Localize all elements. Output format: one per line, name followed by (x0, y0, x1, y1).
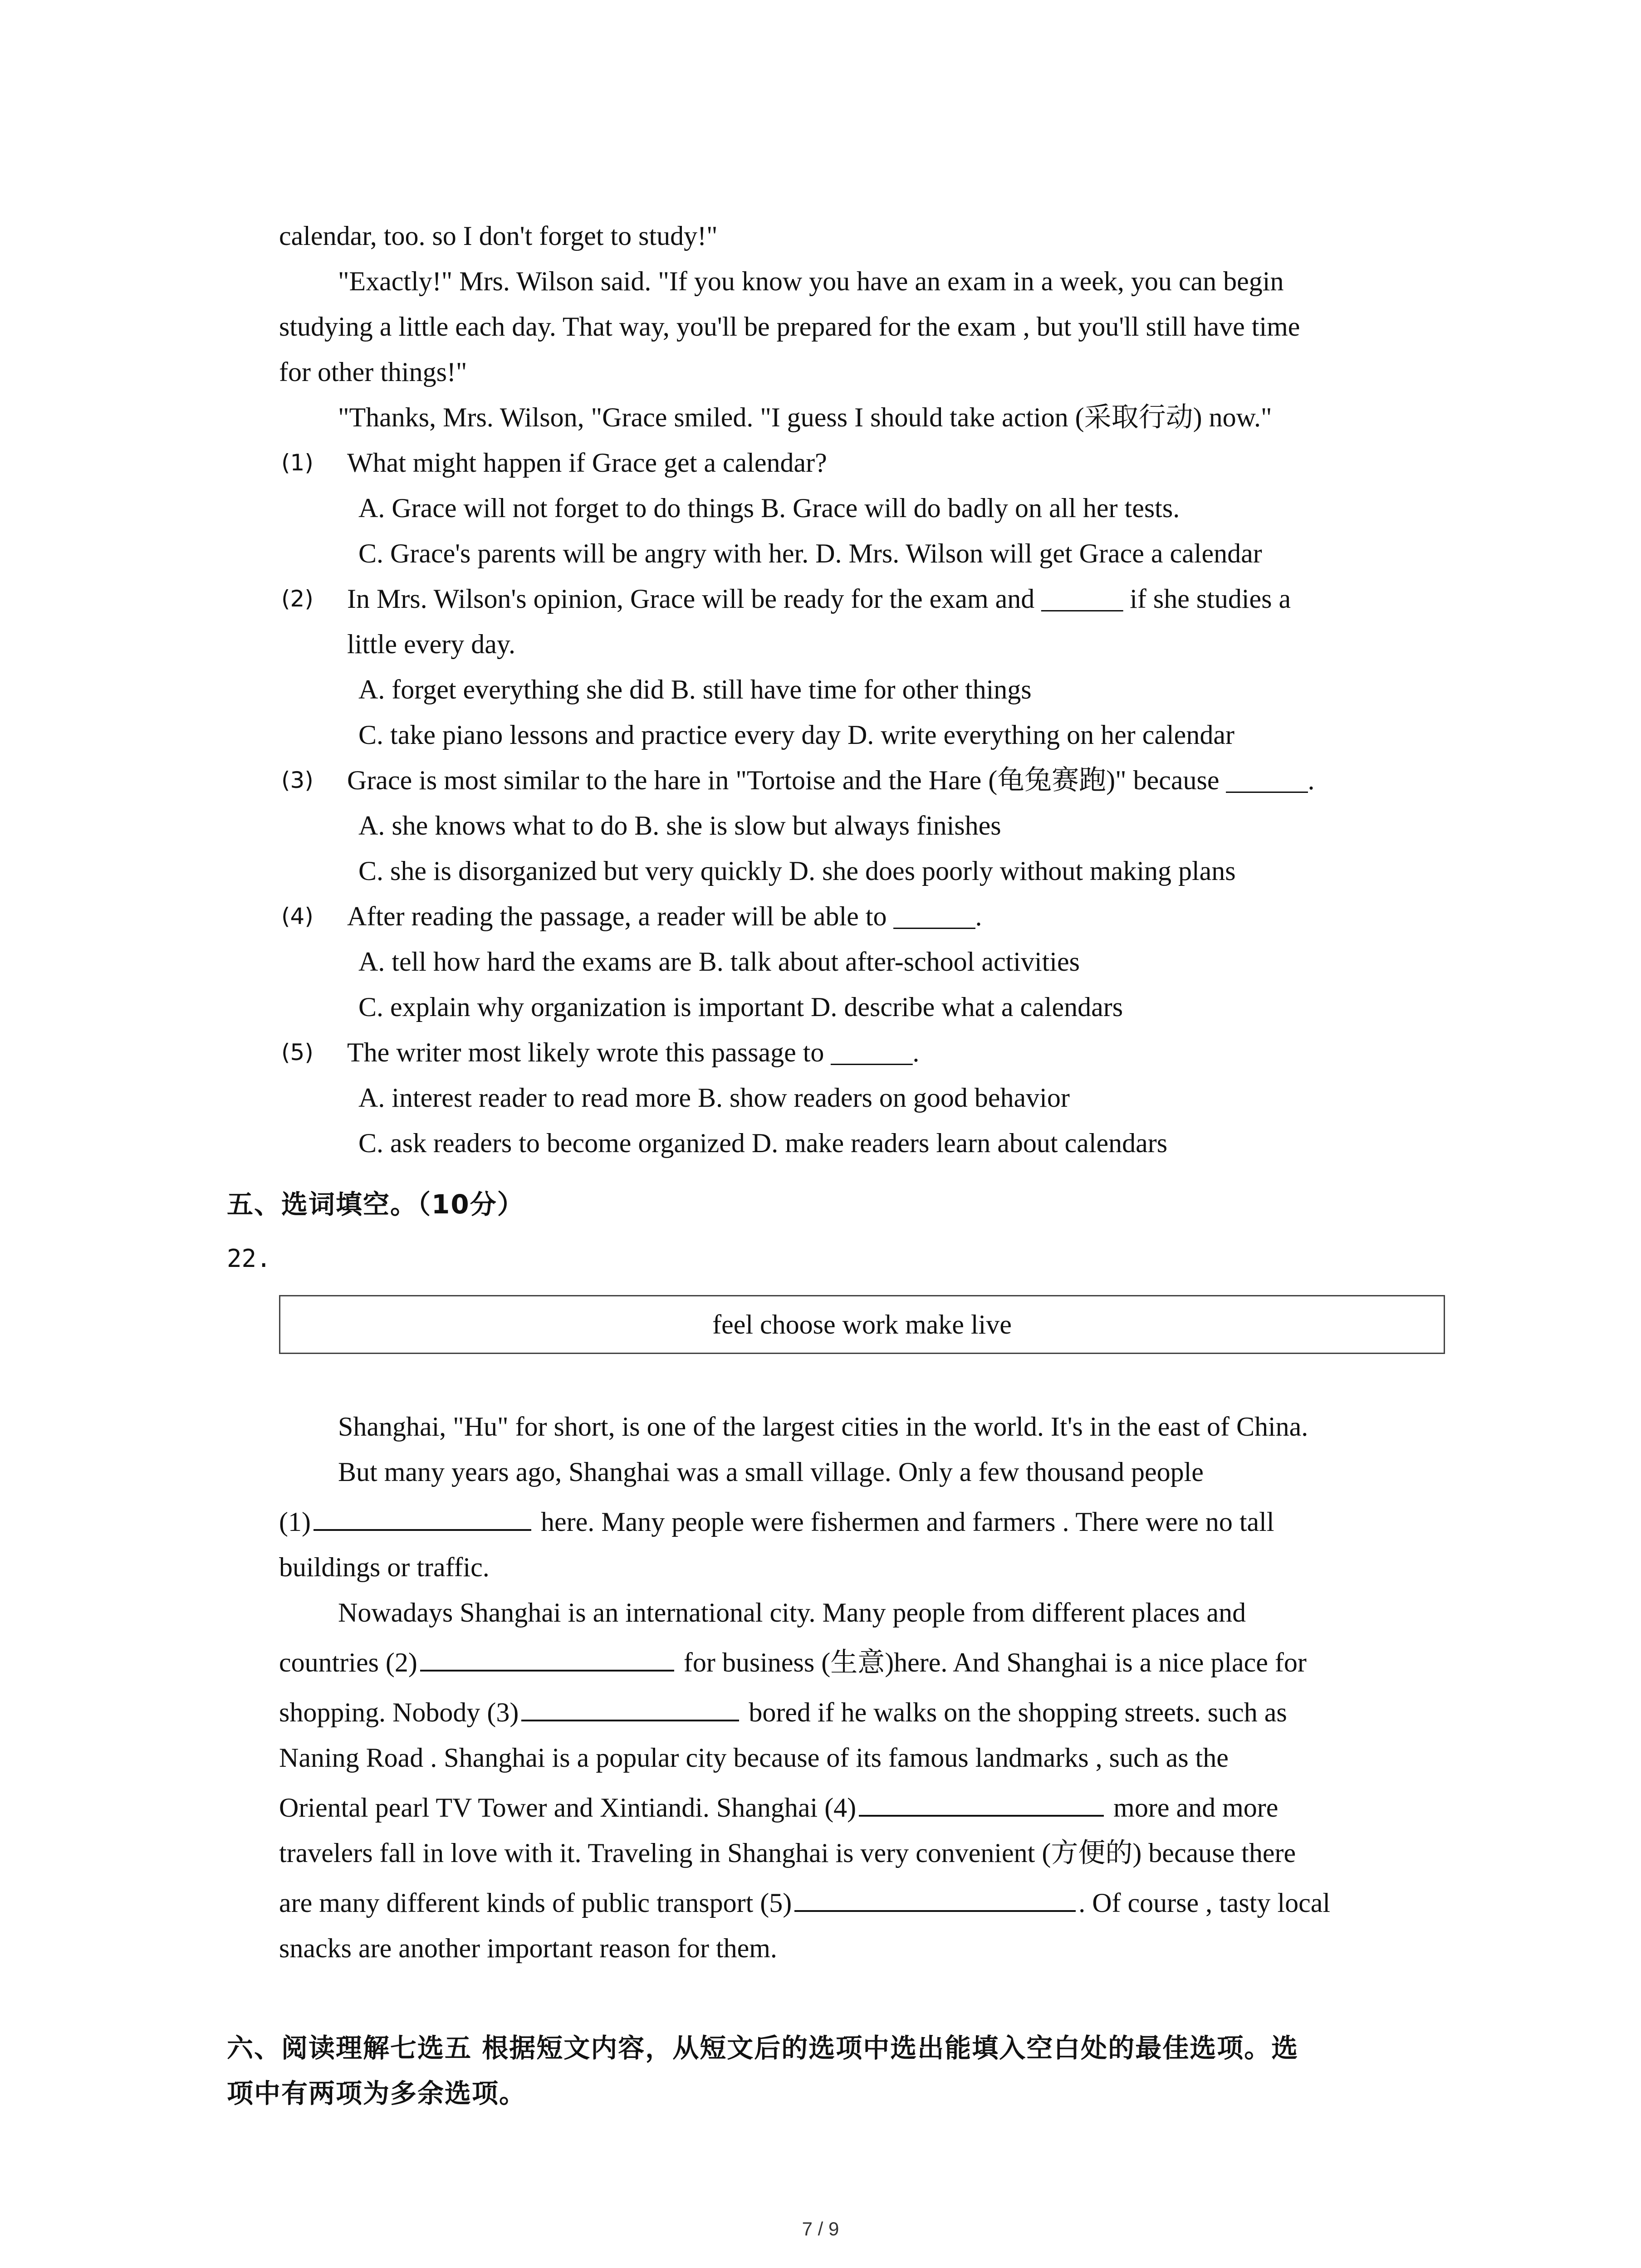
answer-blank-1[interactable] (314, 1504, 531, 1531)
cloze-text: bored if he walks on the shopping streets. such as (749, 1697, 1287, 1727)
cloze-line: Naning Road . Shanghai is a popular city because of its famous landmarks , such as the (279, 1743, 1229, 1773)
cloze-line (279, 1504, 1274, 1540)
cloze-text: Oriental pearl TV Tower and Xintiandi. Shanghai (4) (279, 1793, 857, 1823)
cloze-text: here. Many people were fishermen and farmers . There were no tall (540, 1507, 1274, 1537)
word-bank: feel choose work make live (712, 1309, 1012, 1339)
question-stem: In Mrs. Wilson's opinion, Grace will be ready for the exam and ______ if she studies a (347, 584, 1291, 614)
question-number: (3) (281, 767, 314, 793)
passage-line: "Exactly!" Mrs. Wilson said. "If you know you have an exam in a week, you can begin (338, 266, 1284, 296)
passage-line: calendar, too. so I don't forget to study!" (279, 221, 718, 251)
question-options: C. ask readers to become organized D. make readers learn about calendars (358, 1128, 1168, 1158)
passage-line: "Thanks, Mrs. Wilson, "Grace smiled. "I guess I should take action (采取行动) now." (338, 402, 1272, 432)
question-number: (4) (281, 903, 314, 929)
section-heading-continued: 项中有两项为多余选项。 (227, 2078, 527, 2109)
question-options: C. Grace's parents will be angry with her. D. Mrs. Wilson will get Grace a calendar (358, 538, 1262, 568)
cloze-line: travelers fall in love with it. Traveling in Shanghai is very convenient (方便的) because there (279, 1838, 1296, 1868)
question-number: 22. (227, 1244, 271, 1273)
question-options: A. interest reader to read more B. show readers on good behavior (358, 1083, 1070, 1113)
section-heading: 五、选词填空。（10分） (227, 1189, 524, 1220)
question-options: A. forget everything she did B. still have time for other things (358, 675, 1032, 704)
cloze-line: Shanghai, "Hu" for short, is one of the largest cities in the world. It's in the east of China. (338, 1412, 1308, 1442)
blank-label: (1) (279, 1507, 311, 1537)
question-number: (2) (281, 586, 314, 612)
cloze-text: . Of course , tasty local (1078, 1888, 1331, 1918)
question-stem: What might happen if Grace get a calendar? (347, 448, 827, 478)
cloze-line: snacks are another important reason for them. (279, 1933, 777, 1963)
word-bank-box (279, 1295, 1445, 1354)
answer-blank-5[interactable] (794, 1885, 1076, 1912)
passage-line: for other things!" (279, 357, 467, 387)
question-options: C. take piano lessons and practice every day D. write everything on her calendar (358, 720, 1234, 750)
cloze-line: But many years ago, Shanghai was a small village. Only a few thousand people (338, 1457, 1204, 1487)
answer-blank-4[interactable] (859, 1789, 1104, 1817)
question-stem: After reading the passage, a reader will be able to ______. (347, 901, 982, 931)
question-stem: Grace is most similar to the hare in "Tortoise and the Hare (龟兔赛跑)" because ______. (347, 765, 1315, 795)
question-stem: The writer most likely wrote this passage to ______. (347, 1037, 920, 1067)
cloze-text: for business (生意)here. And Shanghai is a nice place for (683, 1647, 1307, 1677)
cloze-text: more and more (1113, 1793, 1279, 1823)
cloze-line (279, 1694, 1287, 1730)
cloze-line (279, 1644, 1307, 1681)
section-heading: 六、阅读理解七选五 根据短文内容，从短文后的选项中选出能填入空白处的最佳选项。选 (227, 2033, 1299, 2063)
question-options: C. she is disorganized but very quickly D. she does poorly without making plans (358, 856, 1236, 886)
cloze-line (279, 1885, 1330, 1921)
question-options: C. explain why organization is important D. describe what a calendars (358, 992, 1123, 1022)
page-number: 7 / 9 (802, 2218, 839, 2239)
cloze-line: Nowadays Shanghai is an international city. Many people from different places and (338, 1598, 1246, 1628)
question-number: (1) (281, 450, 314, 476)
blank-label: shopping. Nobody (3) (279, 1697, 519, 1727)
question-stem: little every day. (347, 629, 515, 659)
question-options: A. she knows what to do B. she is slow but always finishes (358, 811, 1001, 841)
cloze-line: buildings or traffic. (279, 1552, 490, 1582)
blank-label: countries (2) (279, 1647, 417, 1677)
answer-blank-2[interactable] (420, 1644, 674, 1672)
question-options: A. Grace will not forget to do things B. Grace will do badly on all her tests. (358, 493, 1180, 523)
passage-line: studying a little each day. That way, you'll be prepared for the exam , but you'll still have time (279, 312, 1300, 342)
question-number: (5) (281, 1039, 314, 1066)
cloze-line (279, 1789, 1278, 1826)
answer-blank-3[interactable] (521, 1694, 739, 1721)
cloze-text: are many different kinds of public transport (5) (279, 1888, 792, 1918)
question-options: A. tell how hard the exams are B. talk about after-school activities (358, 947, 1080, 977)
